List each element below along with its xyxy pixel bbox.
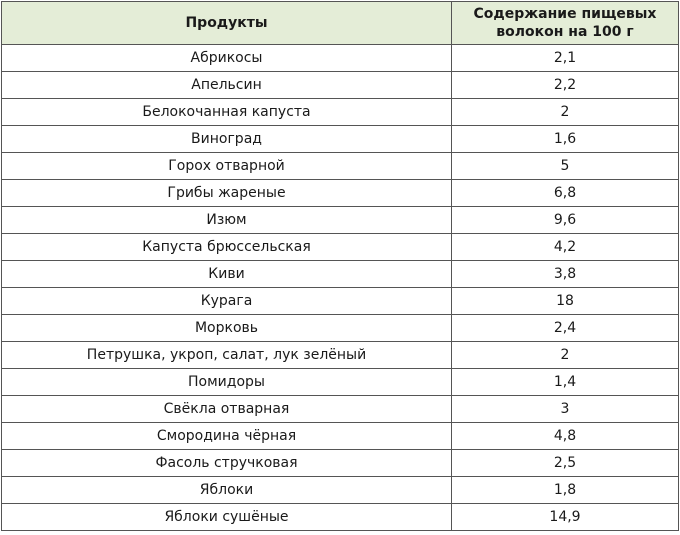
fiber-value-cell: 6,8	[452, 180, 679, 207]
table-row	[2, 369, 679, 396]
fiber-value-cell: 4,2	[452, 234, 679, 261]
product-name-cell: Белокочанная капуста	[2, 99, 452, 126]
table-row	[2, 207, 679, 234]
fiber-value-cell: 2,4	[452, 315, 679, 342]
fiber-value-cell: 2	[452, 342, 679, 369]
product-name-cell: Морковь	[2, 315, 452, 342]
table-row	[2, 504, 679, 531]
table-row	[2, 450, 679, 477]
product-name-cell: Фасоль стручковая	[2, 450, 452, 477]
product-name-cell: Свёкла отварная	[2, 396, 452, 423]
table-row	[2, 315, 679, 342]
fiber-value-cell: 9,6	[452, 207, 679, 234]
fiber-value-cell: 14,9	[452, 504, 679, 531]
table-row	[2, 153, 679, 180]
product-name-cell: Помидоры	[2, 369, 452, 396]
table-row	[2, 396, 679, 423]
fiber-value-cell: 2	[452, 99, 679, 126]
product-name-cell: Абрикосы	[2, 45, 452, 72]
product-name-cell: Петрушка, укроп, салат, лук зелёный	[2, 342, 452, 369]
table-row	[2, 180, 679, 207]
table-row	[2, 99, 679, 126]
product-name-cell: Горох отварной	[2, 153, 452, 180]
header-row	[2, 2, 679, 45]
table-row	[2, 261, 679, 288]
fiber-value-cell: 3	[452, 396, 679, 423]
product-name-cell: Курага	[2, 288, 452, 315]
fiber-value-cell: 4,8	[452, 423, 679, 450]
table-row	[2, 234, 679, 261]
fiber-value-cell: 18	[452, 288, 679, 315]
table-row	[2, 477, 679, 504]
product-name-cell: Грибы жареные	[2, 180, 452, 207]
product-name-cell: Смородина чёрная	[2, 423, 452, 450]
fiber-content-table	[1, 1, 679, 531]
fiber-value-cell: 2,2	[452, 72, 679, 99]
table-row	[2, 126, 679, 153]
table-row	[2, 342, 679, 369]
product-name-cell: Яблоки	[2, 477, 452, 504]
product-name-cell: Изюм	[2, 207, 452, 234]
table-body	[2, 45, 679, 531]
product-name-cell: Яблоки сушёные	[2, 504, 452, 531]
product-name-cell: Апельсин	[2, 72, 452, 99]
fiber-value-cell: 1,4	[452, 369, 679, 396]
fiber-value-cell: 1,8	[452, 477, 679, 504]
product-name-cell: Капуста брюссельская	[2, 234, 452, 261]
fiber-value-cell: 2,5	[452, 450, 679, 477]
column-header-fiber-line1: Содержание пищевых	[473, 6, 657, 22]
table-row	[2, 423, 679, 450]
product-name-cell: Виноград	[2, 126, 452, 153]
fiber-value-cell: 1,6	[452, 126, 679, 153]
column-header-products: Продукты	[2, 2, 452, 45]
product-name-cell: Киви	[2, 261, 452, 288]
table-row	[2, 72, 679, 99]
column-header-fiber-content	[452, 2, 679, 45]
column-header-fiber-line2: волокон на 100 г	[496, 24, 634, 40]
table-header	[2, 2, 679, 45]
fiber-value-cell: 3,8	[452, 261, 679, 288]
table-row	[2, 45, 679, 72]
fiber-value-cell: 5	[452, 153, 679, 180]
table-row	[2, 288, 679, 315]
fiber-value-cell: 2,1	[452, 45, 679, 72]
